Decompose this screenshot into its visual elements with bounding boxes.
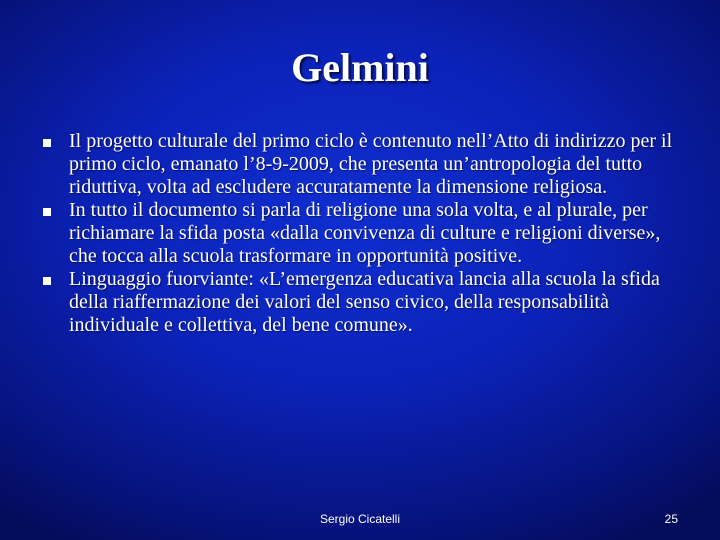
bullet-item	[40, 268, 680, 337]
bullet-text: Linguaggio fuorviante: «L’emergenza educativa lancia alla scuola la sfida della riaffermazione dei valori del senso civico, della responsabilità individuale e collettiva, del bene comune».	[69, 268, 660, 336]
square-bullet-icon	[43, 139, 51, 147]
bullet-item	[40, 130, 680, 199]
bullet-text: Il progetto culturale del primo ciclo è contenuto nell’Atto di indirizzo per il primo ciclo, emanato l’8-9-2009, che presenta un’antropologia del tutto riduttiva, volta ad escludere accuratamente la dimensione religiosa.	[69, 130, 673, 198]
bullet-item	[40, 199, 680, 268]
bullet-text: In tutto il documento si parla di religione una sola volta, e al plurale, per richiamare la sfida posta «dalla convivenza di culture e religioni diverse», che tocca alla scuola trasformare in opportunità positive.	[69, 199, 661, 267]
square-bullet-icon	[43, 208, 51, 216]
square-bullet-icon	[43, 277, 51, 285]
slide-title: Gelmini	[291, 45, 429, 90]
page-number: 25	[664, 512, 678, 526]
footer-author: Sergio Cicatelli	[319, 512, 401, 526]
bullet-list	[40, 130, 680, 337]
